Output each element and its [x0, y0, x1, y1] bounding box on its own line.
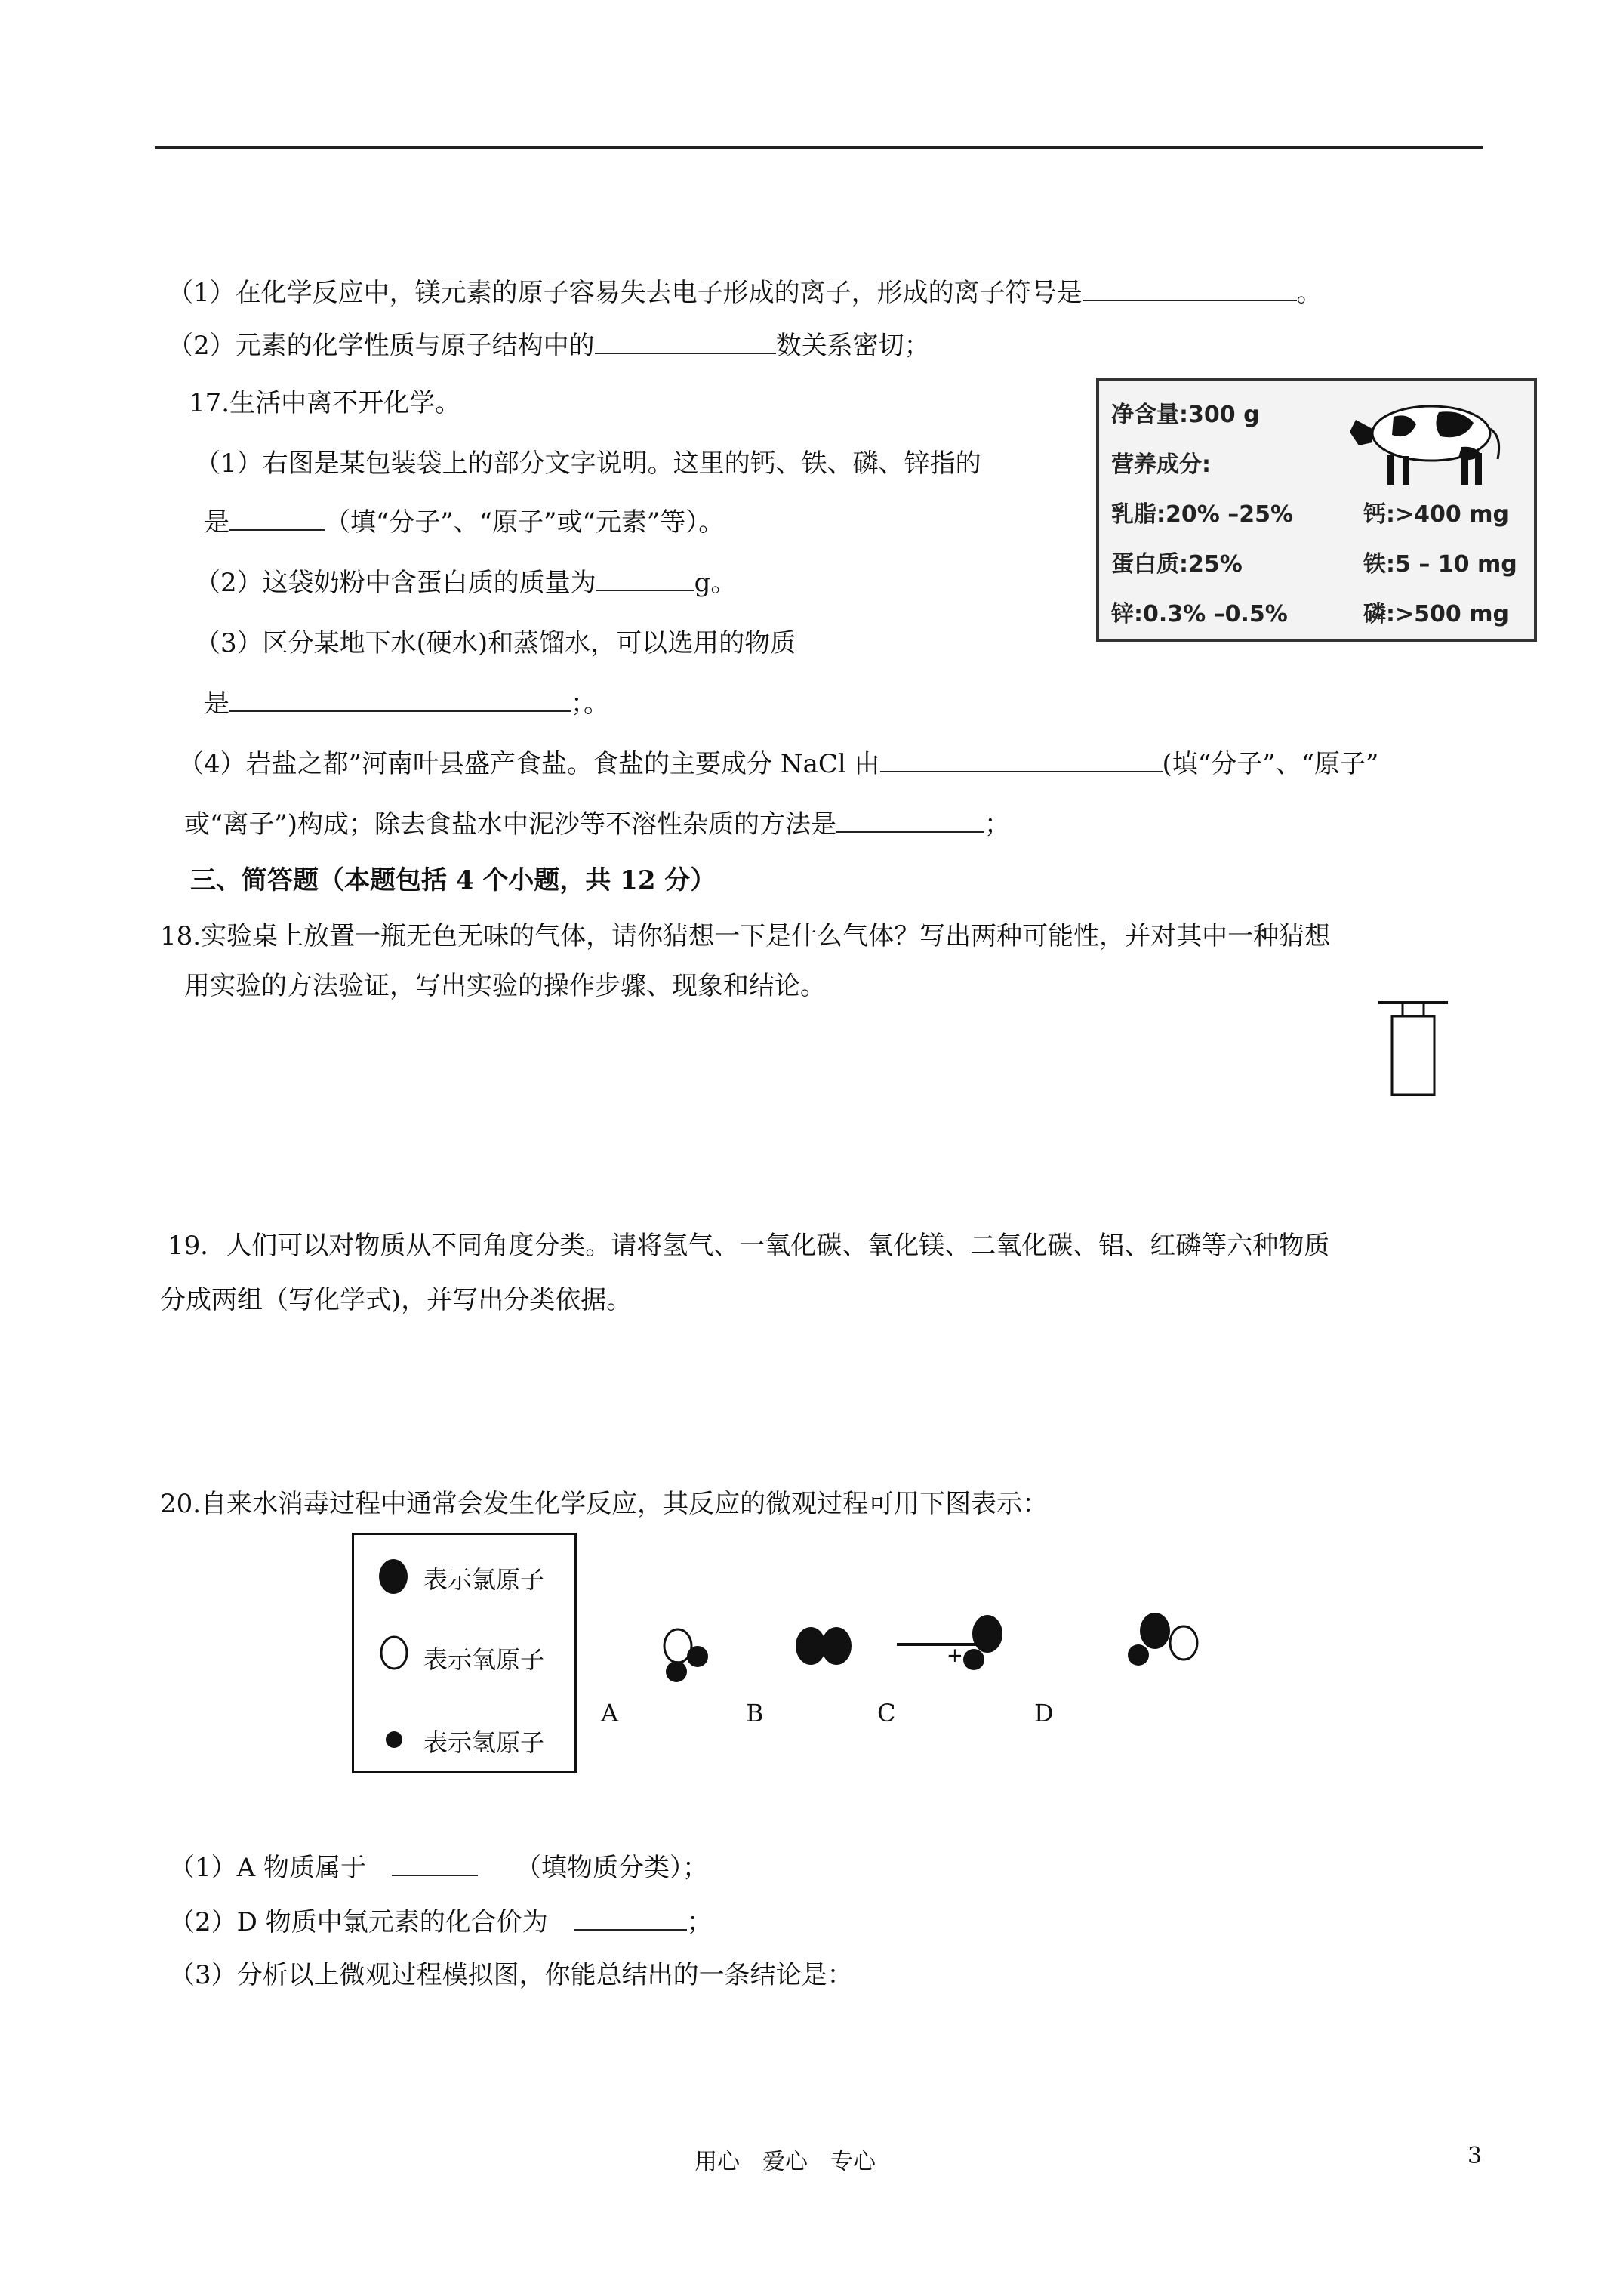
q17-p3-b: [204, 687, 609, 720]
legend-oxygen-label: 表示氧原子: [423, 1645, 545, 1674]
q17-p3-b-text: 是: [204, 689, 229, 719]
label-calcium: 钙:>400 mg: [1363, 501, 1509, 528]
q17-title: 17.生活中离不开化学。: [189, 388, 461, 418]
label-phosphorus: 磷:>500 mg: [1363, 601, 1509, 627]
label-protein: 蛋白质:25%: [1111, 551, 1243, 578]
q18-line1: 18.实验桌上放置一瓶无色无味的气体，请你猜想一下是什么气体？写出两种可能性，并对其中一种猜想: [160, 921, 1331, 951]
q20-p2-text: （2）D 物质中氯元素的化合价为: [169, 1907, 548, 1937]
q19-line1: 19．人们可以对物质从不同角度分类。请将氢气、一氧化碳、氧化镁、二氧化碳、铝、红磷等六种物质: [168, 1231, 1330, 1261]
q16-line1-end: 。: [1296, 278, 1323, 308]
answer-blank-structure[interactable]: [595, 330, 776, 354]
header-rule: [155, 146, 1483, 149]
q16-line2-end: 数关系密切；: [775, 331, 930, 361]
answer-blank-valence[interactable]: [574, 1906, 687, 1931]
molecule-c-icon: [895, 1608, 1046, 1684]
gas-bottle-icon: [1375, 995, 1451, 1101]
page-number: 3: [1467, 2143, 1483, 2169]
oxygen-atom-icon: [378, 1635, 410, 1671]
legend-chlorine-label: 表示氯原子: [423, 1565, 545, 1594]
footer-motto: 用心 爱心 专心: [694, 2149, 876, 2175]
hydrogen-atom-icon: [384, 1730, 404, 1749]
q19-line2: 分成两组（写化学式)，并写出分类依据。: [160, 1285, 633, 1315]
molecule-b-label: B: [746, 1699, 764, 1727]
q17-p4-a-text: （4）岩盐之都”河南叶县盛产食盐。食盐的主要成分 NaCl 由: [178, 749, 880, 779]
legend-hydrogen-label: 表示氢原子: [423, 1728, 545, 1757]
q16-line1-text: （1）在化学反应中，镁元素的原子容易失去电子形成的离子，形成的离子符号是: [168, 278, 1083, 308]
molecule-d-label: D: [1034, 1699, 1054, 1727]
molecule-a-label: A: [601, 1699, 619, 1727]
cow-icon: [1348, 387, 1529, 492]
q17-p4-a: [178, 747, 1378, 781]
molecule-a-icon: [655, 1617, 723, 1693]
q17-p1-a: （1）右图是某包装袋上的部分文字说明。这里的钙、铁、磷、锌指的: [195, 448, 981, 479]
q17-p3-a: （3）区分某地下水(硬水)和蒸馏水，可以选用的物质: [195, 628, 796, 658]
q17-p4-b: [184, 808, 1010, 841]
q20-p1: [169, 1851, 708, 1885]
answer-blank-element[interactable]: [229, 507, 325, 531]
q17-p3-b-end: ；。: [571, 689, 609, 719]
answer-blank-protein-mass[interactable]: [596, 567, 694, 591]
reaction-plus-sign: +: [947, 1644, 963, 1667]
molecule-d-icon: [1117, 1605, 1208, 1681]
answer-blank-filtration[interactable]: [836, 809, 984, 833]
q17-p4-b-text: 或“离子”)构成；除去食盐水中泥沙等不溶性杂质的方法是: [184, 809, 837, 840]
answer-blank-nacl-composition[interactable]: [880, 748, 1163, 772]
molecule-c-label: C: [877, 1699, 896, 1727]
answer-blank-hard-water[interactable]: [229, 688, 571, 712]
q17-p1-b-end: （填“分子”、“原子”或“元素”等）。: [325, 507, 725, 538]
label-net-weight: 净含量:300 g: [1111, 402, 1260, 428]
molecule-b-icon: [791, 1623, 859, 1669]
label-iron: 铁:5 – 10 mg: [1363, 551, 1517, 578]
answer-blank-ion-symbol[interactable]: [1083, 277, 1297, 301]
q17-p1-b-text: 是: [204, 507, 229, 538]
q18-line2: 用实验的方法验证，写出实验的操作步骤、现象和结论。: [184, 971, 826, 1001]
section-3-heading: 三、简答题（本题包括 4 个小题，共 12 分）: [190, 865, 716, 895]
q16-line2-text: （2）元素的化学性质与原子结构中的: [168, 331, 595, 361]
q20-p1-text: （1）A 物质属于: [169, 1853, 366, 1883]
q20-p1-end: （填物质分类）；: [516, 1853, 708, 1883]
q20-p2-end: ；: [686, 1907, 713, 1937]
q16-line1: [168, 276, 1323, 310]
q17-p4-a-end: (填“分子”、“原子”: [1162, 749, 1379, 779]
label-nutrition-heading: 营养成分:: [1111, 451, 1211, 478]
milk-powder-label: [1096, 378, 1537, 642]
q20-p3: （3）分析以上微观过程模拟图，你能总结出的一条结论是：: [169, 1960, 853, 1990]
answer-blank-substance-class[interactable]: [392, 1852, 478, 1876]
q16-line2: [168, 329, 930, 362]
q17-p2: [195, 566, 736, 599]
label-zinc: 锌:0.3% –0.5%: [1111, 601, 1288, 627]
label-fat: 乳脂:20% –25%: [1111, 501, 1294, 528]
chlorine-atom-icon: [377, 1558, 410, 1595]
q17-p2-text: （2）这袋奶粉中含蛋白质的质量为: [195, 568, 596, 598]
q17-p2-end: g。: [694, 568, 737, 598]
q17-p4-b-end: ；: [984, 809, 1011, 840]
q17-p1-b: [204, 506, 724, 539]
q20-p2: [169, 1906, 713, 1939]
q20-title: 20.自来水消毒过程中通常会发生化学反应，其反应的微观过程可用下图表示：: [160, 1489, 1049, 1519]
atom-legend: [352, 1533, 577, 1773]
